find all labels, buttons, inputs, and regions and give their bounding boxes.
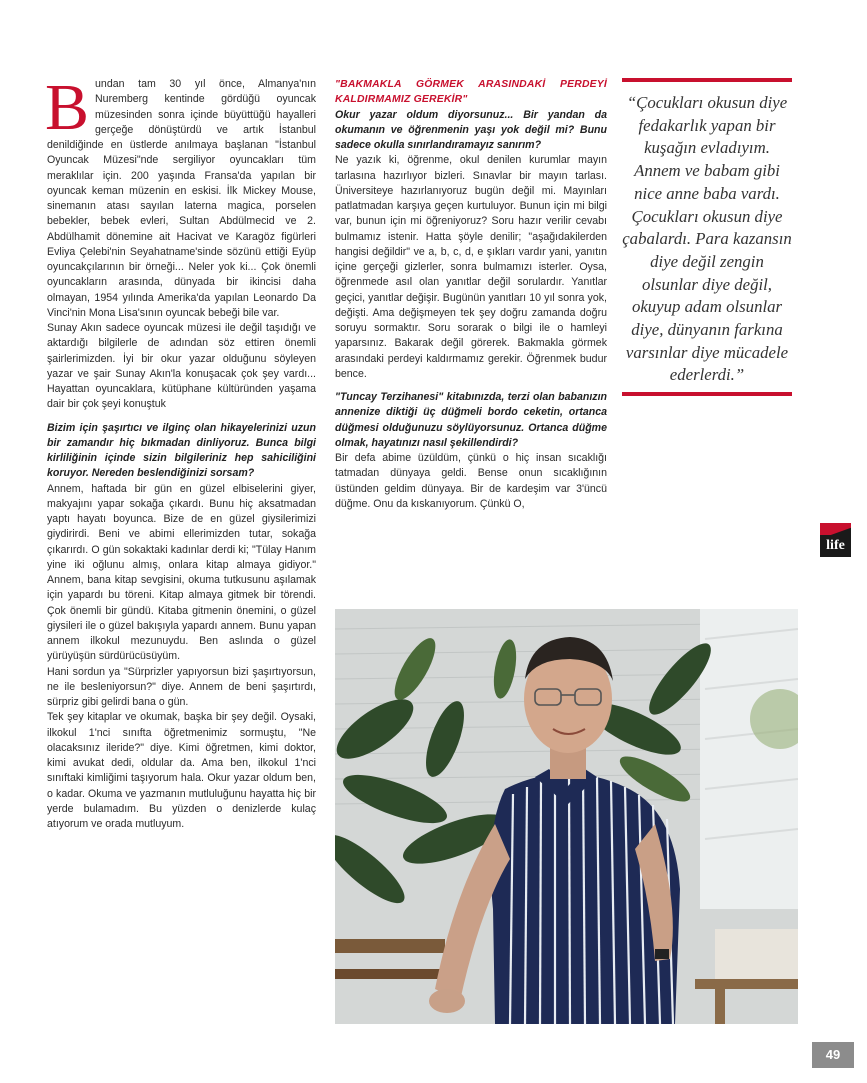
body-paragraph: Sunay Akın sadece oyuncak müzesi ile değil taşıdığı ve aktardığı bilgilerle de adından söz ettiren önemli şairlerimizden. İyi bir okur yazar olduğunu söyleyen yazar ve şair Sunay Akın'la konuşacak çok şey vardı... Hayattan oyuncaklara, kütüphane kültüründen yaşama dair bir çok şeyi konuştuk xyxy=(47,322,316,411)
portrait-illustration xyxy=(335,609,798,1024)
article-column-middle xyxy=(335,77,607,512)
drop-cap: B xyxy=(45,71,90,144)
pull-quote-bottom-rule xyxy=(622,392,792,396)
pull-quote-text: “Çocukları okusun diye fedakarlık yapan bir kuşağın evladıyım. Annem ve babam gibi nice anne baba vardı. Çocukları okusun diye çabalardı. Para kazansın diye değil zengin olsunlar diye değil, okuyup adam olsunlar diye, dünyanın farkına varsınlar diye mücadele ederlerdi.” xyxy=(622,93,792,385)
logo-text: life xyxy=(826,538,845,553)
portrait-photo xyxy=(335,609,798,1024)
page-number: 49 xyxy=(812,1042,854,1068)
article-column-left xyxy=(45,71,316,832)
section-heading: "BAKMAKLA GÖRMEK ARASINDAKİ PERDEYİ KALDIRMAMIZ GEREKİR" xyxy=(335,79,607,106)
body-paragraph: Tek şey kitaplar ve okumak, başka bir şey değil. Oysaki, ilkokul 1'nci sınıfta öğretmenimiz sormuştu, "Ne olacaksınız ileride?" diye. Kimi öğretmen, kimi doktor, kimi avukat dedi, oldular da. Ama ben, ilkokul 1'nci sınıftaki kimliğimi taşıyorum hala. Okur yazar oldum ben, o kadar. Okuma ve yazmanın mutluluğunu hayatta hiç bir yerde bulamadım. Bu yüzden o denizlerde kulaç atıyorum ve orada mutluyum. xyxy=(47,711,316,830)
pull-quote-top-rule xyxy=(622,78,792,82)
logo-red-accent xyxy=(820,523,851,535)
interview-question: Okur yazar oldum diyorsunuz... Bir yandan da okumanın ve öğrenmenin yaşı yok değil mi? Bunu sadece okulla sınırlandıramayız sanırım? xyxy=(335,108,607,151)
intro-paragraph: undan tam 30 yıl önce, Almanya'nın Nuremberg kentinde gördüğü oyuncak müzesinden sonra içinde büyüttüğü hayalleri gerçeğe dönüştürdü ve artık İstanbul denildiğinde en üstlerde anılmaya başlanan "İstanbul Oyuncak Müzesi"nde sergiliyor oyuncakları tüm meraklılar için. 200 yaşında Fransa'da yapılan bir oyuncak keman müzenin en eskisi. İlk Mickey Mouse, sinemanın atası sayılan laterna magica, porselen bebekler, bebek evleri, Sultan Abdülmecid ve 2. Abdülhamit dönemine ait Hacivat ve Karagöz figürleri Evliya Çelebi'nin Seyahatname'sinde sözünü ettiği Eyüp oyuncakçılarının bir örneği... Neler yok ki... Çok önemli oyuncakların arasında, dünyada bir ikincisi daha olmayan, 1954 yılında Amerika'da yapılan Leonardo Da Vinci'nin Mona Lisa'sının oyuncak bebeği bile var. xyxy=(47,78,316,319)
body-paragraph: Hani sordun ya "Sürprizler yapıyorsun bizi şaşırtıyorsun, ne ile besleniyorsun?" diye. Annem de beni şaşırtırdı, sürpriz gibi gelirdi bana o gün. xyxy=(47,665,316,708)
body-paragraph: Bir defa abime üzüldüm, çünkü o hiç insan sıcaklığı tatmadan dünyaya geldi. Bense onun sıcaklığının üstünden geldim dünyaya. Bir de kardeşim var 3'üncü düğme. Onu da kıskanıyorum. Çünkü O, xyxy=(335,452,607,510)
body-paragraph: Ne yazık ki, öğrenme, okul denilen kurumlar mayın tarlasına hazırlıyor bizleri. Sınavlar bir mayın tarlası. Üniversiteye hazırlanıyoruz bugün değil mi. Mayınları patlatmadan karşıya geçen kurtuluyor. Bunun için mi bilgi var, bunun için mi öğreniyoruz? Soru hazır verilir cevabı bulmamız istenir. Hatta şöyle denilir; "aşağıdakilerden hangisi değildir" ve a, b, c, d, e şıkları vardır yani, yanıtın içine gerçeği gizlerler, sonra bulmamızı isterler. Oysa, öğrenmede asıl olan yanıtlar değil sorulardır. Yanıtlar geçici, yanıtlar değişir. Bugünün yanıtları 10 yıl sonra yok, değişti. Ama değişmeyen tek şey doğru zamanda doğru soruyu sormaktır. Soru sorarak o bilgi ile o hamleyi yaparsınız. Bakarak değil görerek. Bakmakla görmek arasındaki perdeyi kaldırmamız gerekir. Öğrenmek budur bence. xyxy=(335,154,607,380)
interview-question: "Tuncay Terzihanesi" kitabınızda, terzi olan babanızın annenize diktiği üç düğmeli bordo ceketin, ortanca düğmesi olduğunuzu söylüyorsunuz. Ortanca düğme olmak, hayatınızı nasıl şekillendirdi? xyxy=(335,391,607,449)
body-paragraph: Annem, haftada bir gün en güzel elbiselerini giyer, makyajını yapar sokağa çıkardı. Bunu hiç aksatmadan yaptı hayatı boyunca. Bize de en güzel giysilerimizi giydirirdi. Beni ve abimi ellerimizden tutar, sokağa çıkarırdı. O gün sokaktaki kadınlar derdi ki; "Tülay Hanım yine iki oğlunu almış, onlara kitap almaya gidiyor." Annem, bana kitap sevgisini, okuma tutkusunu aşılamak için yapardı bu töreni. Kitap almaya gitmek bir törendi. Çok önemli bir gündü. Kitaba gitmenin önemini, o güzel giysileri ile o güzel bakışıyla yapardı annem. Bunu yapan annem ilkokul mezunuydu. Ben aslında o güzel yürüyüşün sürdürücüsüyüm. xyxy=(47,482,316,663)
pull-quote xyxy=(622,78,792,396)
magazine-logo xyxy=(820,523,851,557)
interview-question: Bizim için şaşırtıcı ve ilginç olan hikayelerinizi uzun bir zamandır hiç bıkmadan dinliyoruz. Bunca bilgi kirliliğinin içinde sizin bilgileriniz hep sahiciliğini koruyor. Nereden beslendiğinizi sorsam? xyxy=(47,421,316,480)
